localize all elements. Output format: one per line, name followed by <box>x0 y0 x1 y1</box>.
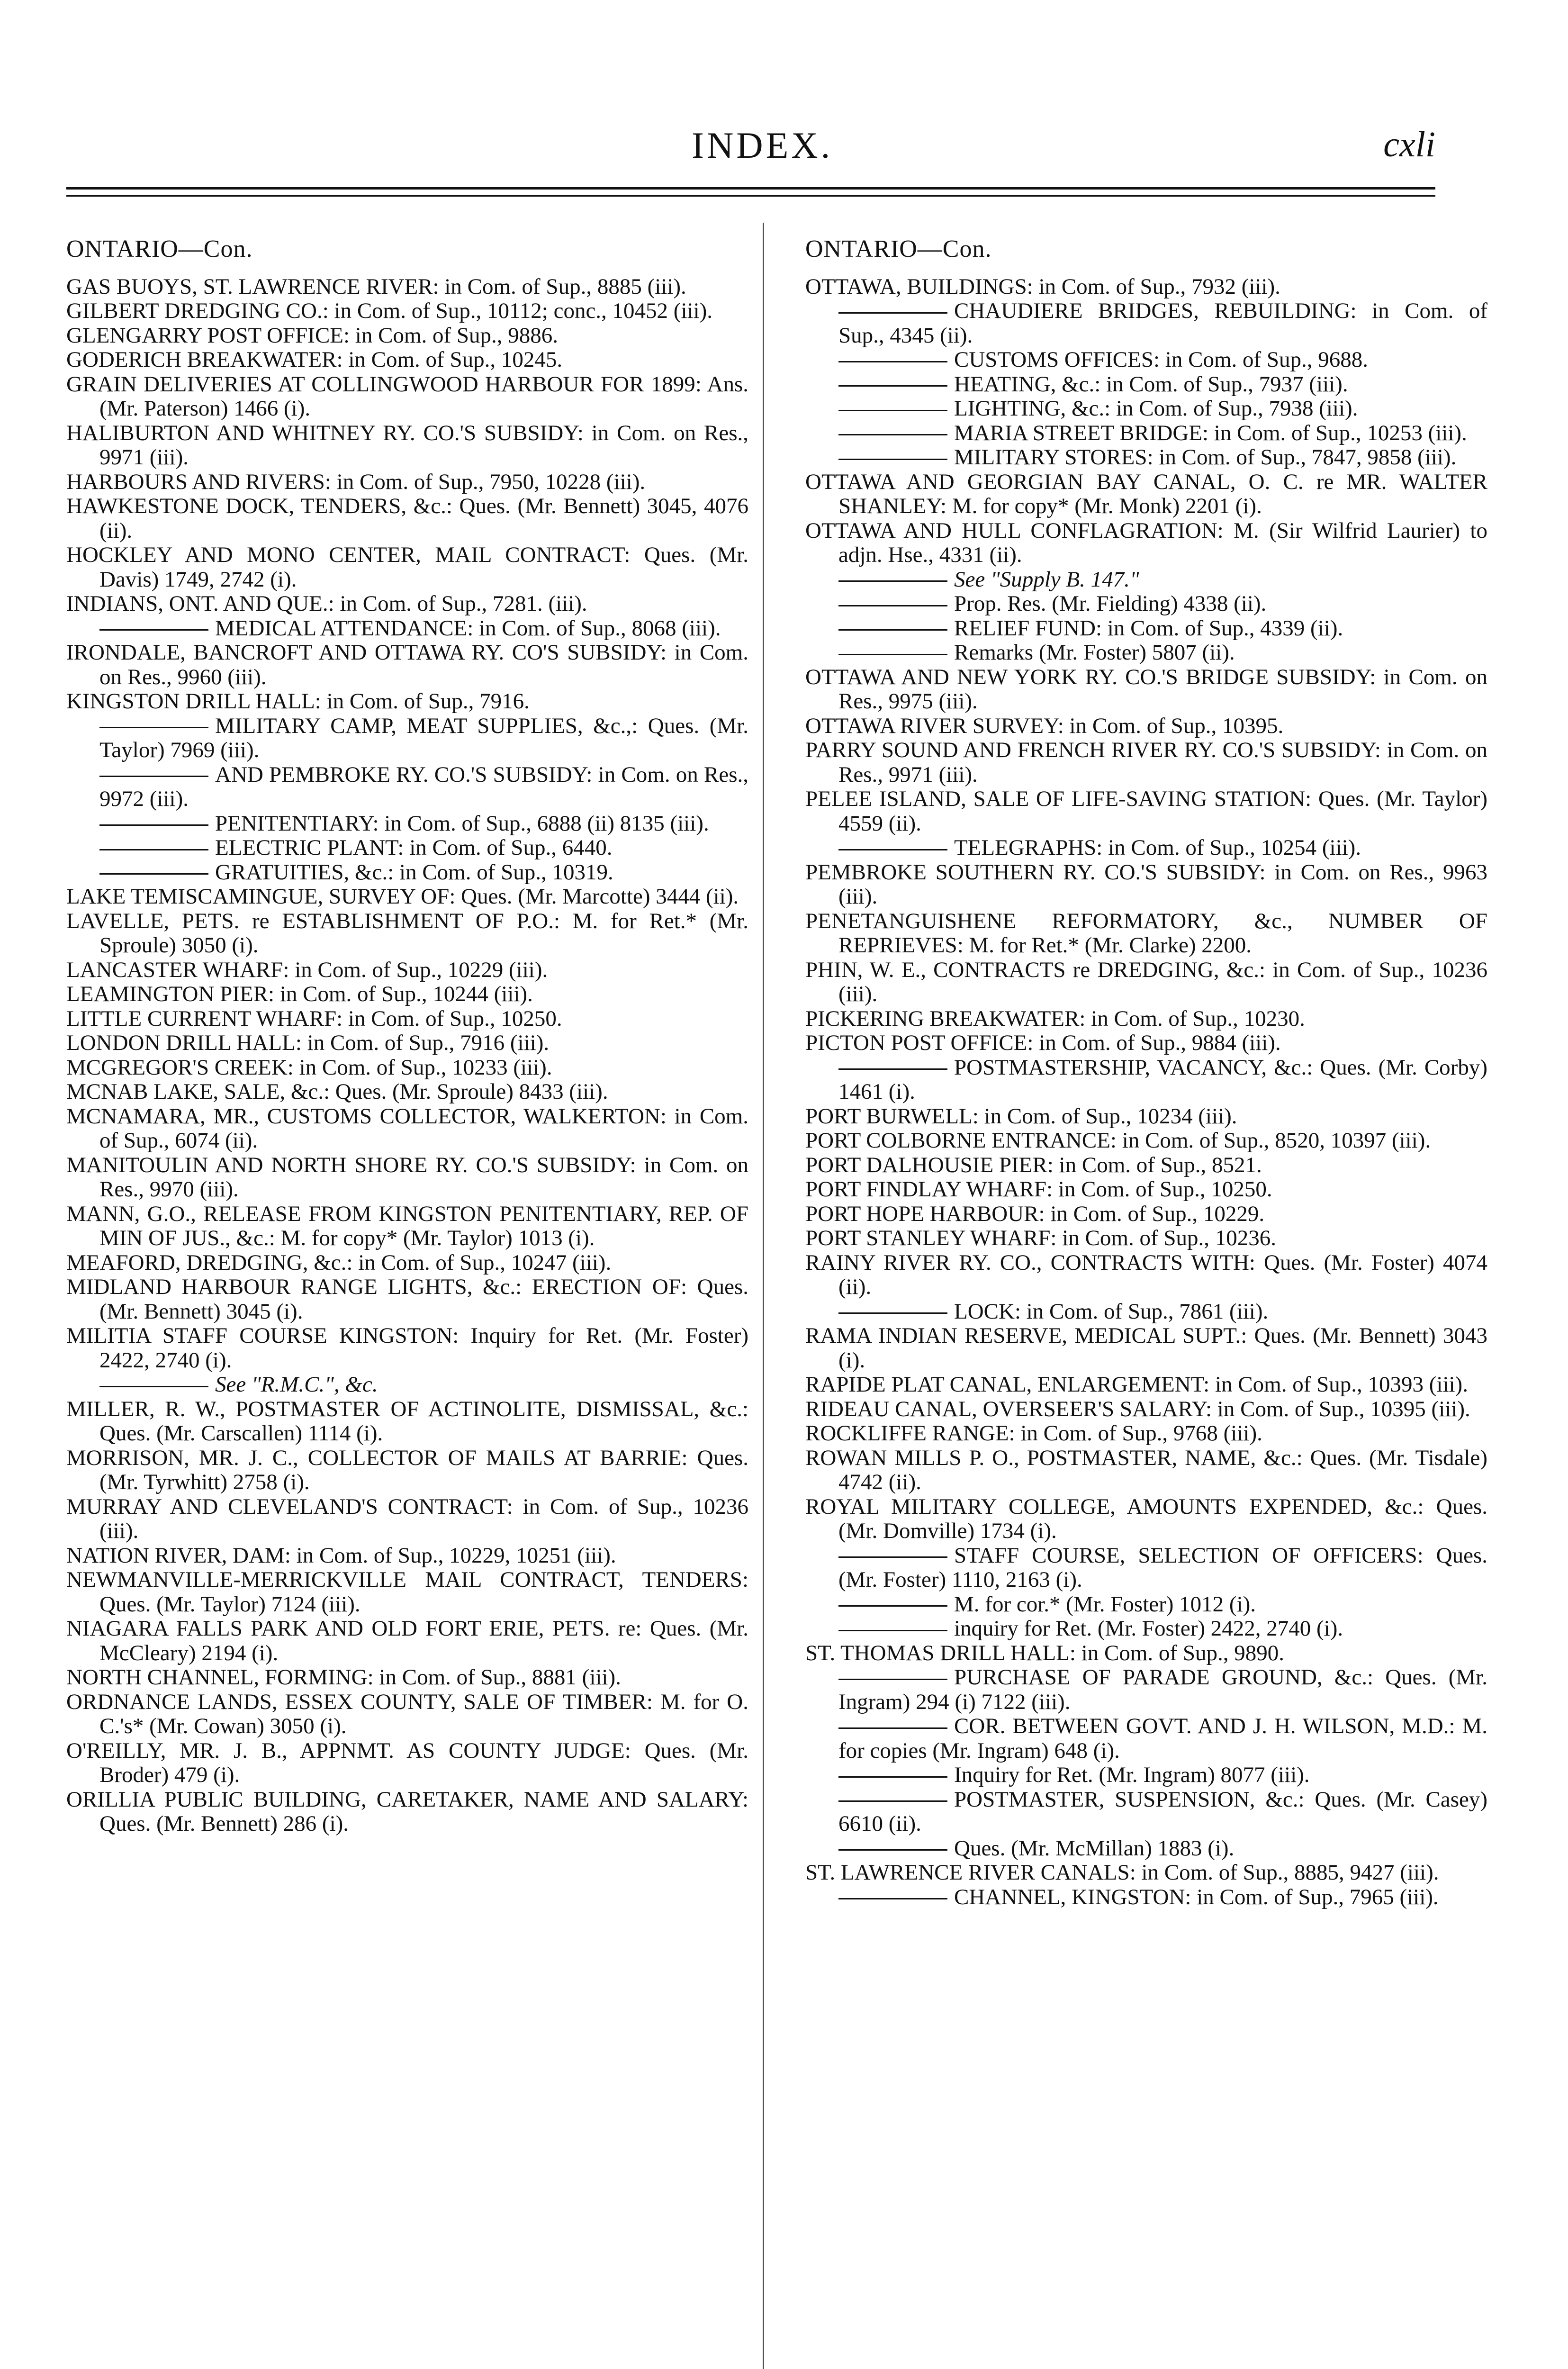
index-subentry: See "R.M.C.", &c. <box>66 1373 748 1397</box>
index-entry: GLENGARRY POST OFFICE: in Com. of Sup., 9886. <box>66 323 559 348</box>
index-entry: ORDNANCE LANDS, ESSEX COUNTY, SALE OF TIMBER: M. for O. C.'s* (Mr. Cowan) 3050 (i). <box>66 1689 748 1738</box>
index-entry: PELEE ISLAND, SALE OF LIFE-SAVING STATION: Ques. (Mr. Taylor) 4559 (ii). <box>805 787 1487 836</box>
index-entry: PORT STANLEY WHARF: in Com. of Sup., 10236. <box>805 1226 1276 1250</box>
index-subentry: RELIEF FUND: in Com. of Sup., 4339 (ii). <box>805 616 1487 641</box>
index-entry: LITTLE CURRENT WHARF: in Com. of Sup., 10250. <box>66 1006 562 1031</box>
ditto-dash <box>838 361 947 362</box>
index-subentry: M. for cor.* (Mr. Foster) 1012 (i). <box>805 1592 1487 1617</box>
ditto-dash <box>838 1630 947 1631</box>
header-rule-thin <box>66 195 1435 197</box>
index-entry: GRAIN DELIVERIES AT COLLINGWOOD HARBOUR FOR 1899: Ans. (Mr. Paterson) 1466 (i). <box>66 371 748 421</box>
index-subentry: MILITARY CAMP, MEAT SUPPLIES, &c.,: Ques. (Mr. Taylor) 7969 (iii). <box>99 713 748 762</box>
ditto-dash <box>838 1312 947 1314</box>
index-entry: PICTON POST OFFICE: in Com. of Sup., 9884 (iii). <box>805 1031 1281 1055</box>
index-entry: PHIN, W. E., CONTRACTS re DREDGING, &c.: in Com. of Sup., 10236 (iii). <box>805 957 1487 1006</box>
index-entry: PENETANGUISHENE REFORMATORY, &c., NUMBER OF REPRIEVES: M. for Ret.* (Mr. Clarke) 2200. <box>805 908 1487 958</box>
ditto-dash <box>838 654 947 655</box>
index-entry: O'REILLY, MR. J. B., APPNMT. AS COUNTY JUDGE: Ques. (Mr. Broder) 479 (i). <box>66 1738 748 1787</box>
index-subentry: PENITENTIARY: in Com. of Sup., 6888 (ii) 8135 (iii). <box>66 812 748 836</box>
ditto-dash <box>838 849 947 850</box>
index-entry: OTTAWA, BUILDINGS: in Com. of Sup., 7932 (iii). <box>805 274 1280 299</box>
index-entry: GILBERT DREDGING CO.: in Com. of Sup., 10112; conc., 10452 (iii). <box>66 298 713 323</box>
index-entry: MILITIA STAFF COURSE KINGSTON: Inquiry for Ret. (Mr. Foster) 2422, 2740 (i). <box>66 1323 748 1373</box>
ditto-dash <box>838 459 947 460</box>
index-entry: GAS BUOYS, ST. LAWRENCE RIVER: in Com. of Sup., 8885 (iii). <box>66 274 686 299</box>
index-entry: LEAMINGTON PIER: in Com. of Sup., 10244 (iii). <box>66 982 533 1006</box>
running-title: INDEX. <box>692 125 833 166</box>
ditto-dash <box>99 1386 208 1387</box>
index-subentry: PURCHASE OF PARADE GROUND, &c.: Ques. (Mr. Ingram) 294 (i) 7122 (iii). <box>838 1665 1487 1714</box>
index-subentry: Ques. (Mr. McMillan) 1883 (i). <box>805 1836 1487 1861</box>
page-header <box>66 124 1435 181</box>
ditto-dash <box>838 1800 947 1802</box>
ditto-dash <box>838 410 947 411</box>
index-entry: HAWKESTONE DOCK, TENDERS, &c.: Ques. (Mr. Bennett) 3045, 4076 (ii). <box>66 494 748 543</box>
index-entry: PORT HOPE HARBOUR: in Com. of Sup., 10229. <box>805 1201 1265 1226</box>
index-subentry: HEATING, &c.: in Com. of Sup., 7937 (iii). <box>805 372 1487 397</box>
index-subentry: STAFF COURSE, SELECTION OF OFFICERS: Ques. (Mr. Foster) 1110, 2163 (i). <box>838 1543 1487 1592</box>
ditto-dash <box>99 849 208 850</box>
index-entry: IRONDALE, BANCROFT AND OTTAWA RY. CO'S SUBSIDY: in Com. on Res., 9960 (iii). <box>66 640 748 689</box>
index-entry: ORILLIA PUBLIC BUILDING, CARETAKER, NAME AND SALARY: Ques. (Mr. Bennett) 286 (i). <box>66 1787 748 1836</box>
ditto-dash <box>99 824 208 826</box>
ditto-dash <box>838 385 947 387</box>
index-entry: HARBOURS AND RIVERS: in Com. of Sup., 7950, 10228 (iii). <box>66 469 646 494</box>
ditto-dash <box>838 312 947 314</box>
index-entry: NIAGARA FALLS PARK AND OLD FORT ERIE, PETS. re: Ques. (Mr. McCleary) 2194 (i). <box>66 1616 748 1665</box>
index-entry: PICKERING BREAKWATER: in Com. of Sup., 10230. <box>805 1006 1305 1031</box>
index-entry: LAKE TEMISCAMINGUE, SURVEY OF: Ques. (Mr. Marcotte) 3444 (ii). <box>66 884 739 909</box>
index-entry: KINGSTON DRILL HALL: in Com. of Sup., 7916. <box>66 689 530 714</box>
ditto-dash <box>838 580 947 582</box>
index-entry: MILLER, R. W., POSTMASTER OF ACTINOLITE, DISMISSAL, &c.: Ques. (Mr. Carscallen) 1114 (i). <box>66 1396 748 1446</box>
index-subentry: LOCK: in Com. of Sup., 7861 (iii). <box>805 1300 1487 1324</box>
ditto-dash <box>838 434 947 435</box>
index-entry: NEWMANVILLE-MERRICKVILLE MAIL CONTRACT, TENDERS: Ques. (Mr. Taylor) 7124 (iii). <box>66 1567 748 1617</box>
index-entry: PORT FINDLAY WHARF: in Com. of Sup., 10250. <box>805 1177 1272 1202</box>
index-entry: HOCKLEY AND MONO CENTER, MAIL CONTRACT: Ques. (Mr. Davis) 1749, 2742 (i). <box>66 543 748 592</box>
index-subentry: GRATUITIES, &c.: in Com. of Sup., 10319. <box>66 860 748 885</box>
index-entry: MANN, G.O., RELEASE FROM KINGSTON PENITENTIARY, REP. OF MIN OF JUS., &c.: M. for copy* (Mr. Taylor) 1013 (i). <box>66 1201 748 1250</box>
index-subentry: MILITARY STORES: in Com. of Sup., 7847, 9858 (iii). <box>805 445 1487 470</box>
index-entry: ROWAN MILLS P. O., POSTMASTER, NAME, &c.: Ques. (Mr. Tisdale) 4742 (ii). <box>805 1445 1487 1494</box>
index-entry: MEAFORD, DREDGING, &c.: in Com. of Sup., 10247 (iii). <box>66 1250 612 1275</box>
index-entry: ST. THOMAS DRILL HALL: in Com. of Sup., 9890. <box>805 1640 1284 1665</box>
ditto-dash <box>838 1605 947 1607</box>
index-subentry: Inquiry for Ret. (Mr. Ingram) 8077 (iii). <box>805 1763 1487 1788</box>
column-heading: ONTARIO—Con. <box>66 235 253 262</box>
ditto-dash <box>99 776 208 777</box>
index-entry: GODERICH BREAKWATER: in Com. of Sup., 10245. <box>66 347 563 372</box>
index-entry: INDIANS, ONT. AND QUE.: in Com. of Sup., 7281. (iii). <box>66 591 587 616</box>
index-entry: RAMA INDIAN RESERVE, MEDICAL SUPT.: Ques. (Mr. Bennett) 3043 (i). <box>805 1323 1487 1373</box>
left-column <box>66 237 748 1836</box>
ditto-dash <box>838 1068 947 1070</box>
index-subentry: LIGHTING, &c.: in Com. of Sup., 7938 (iii). <box>805 397 1487 421</box>
index-subentry: Prop. Res. (Mr. Fielding) 4338 (ii). <box>805 592 1487 616</box>
index-subentry: ELECTRIC PLANT: in Com. of Sup., 6440. <box>66 836 748 860</box>
index-entry: RIDEAU CANAL, OVERSEER'S SALARY: in Com. of Sup., 10395 (iii). <box>805 1396 1470 1421</box>
index-subentry: TELEGRAPHS: in Com. of Sup., 10254 (iii). <box>805 836 1487 860</box>
index-entry: ROCKLIFFE RANGE: in Com. of Sup., 9768 (iii). <box>805 1421 1262 1446</box>
index-entry: RAINY RIVER RY. CO., CONTRACTS WITH: Ques. (Mr. Foster) 4074 (ii). <box>805 1250 1487 1299</box>
index-entry: OTTAWA AND GEORGIAN BAY CANAL, O. C. re MR. WALTER SHANLEY: M. for copy* (Mr. Monk) 2201 (i). <box>805 469 1487 518</box>
index-entry: PORT DALHOUSIE PIER: in Com. of Sup., 8521. <box>805 1152 1262 1177</box>
index-subentry: See "Supply B. 147." <box>805 568 1487 592</box>
ditto-dash <box>838 605 947 606</box>
column-heading: ONTARIO—Con. <box>805 235 992 262</box>
index-subentry: Remarks (Mr. Foster) 5807 (ii). <box>805 641 1487 665</box>
index-entry: ST. LAWRENCE RIVER CANALS: in Com. of Sup., 8885, 9427 (iii). <box>805 1860 1439 1885</box>
ditto-dash <box>838 1898 947 1899</box>
index-entry: PARRY SOUND AND FRENCH RIVER RY. CO.'S SUBSIDY: in Com. on Res., 9971 (iii). <box>805 738 1487 787</box>
index-entry: LANCASTER WHARF: in Com. of Sup., 10229 (iii). <box>66 957 548 982</box>
index-subentry: CHANNEL, KINGSTON: in Com. of Sup., 7965 (iii). <box>805 1885 1487 1910</box>
index-subentry: CHAUDIERE BRIDGES, REBUILDING: in Com. of Sup., 4345 (ii). <box>838 298 1487 348</box>
ditto-dash <box>99 629 208 631</box>
ditto-dash <box>838 1679 947 1680</box>
index-entry: NATION RIVER, DAM: in Com. of Sup., 10229, 10251 (iii). <box>66 1543 616 1568</box>
index-entry: MIDLAND HARBOUR RANGE LIGHTS, &c.: ERECTION OF: Ques. (Mr. Bennett) 3045 (i). <box>66 1275 748 1324</box>
ditto-dash <box>99 727 208 728</box>
right-column <box>805 237 1487 1909</box>
index-entry: HALIBURTON AND WHITNEY RY. CO.'S SUBSIDY: in Com. on Res., 9971 (iii). <box>66 420 748 470</box>
index-entry: RAPIDE PLAT CANAL, ENLARGEMENT: in Com. of Sup., 10393 (iii). <box>805 1372 1468 1397</box>
index-subentry: AND PEMBROKE RY. CO.'S SUBSIDY: in Com. on Res., 9972 (iii). <box>99 762 748 811</box>
index-entry: MCGREGOR'S CREEK: in Com. of Sup., 10233 (iii). <box>66 1055 552 1080</box>
index-entry: MCNAB LAKE, SALE, &c.: Ques. (Mr. Sproule) 8433 (iii). <box>66 1079 608 1104</box>
index-entry: NORTH CHANNEL, FORMING: in Com. of Sup., 8881 (iii). <box>66 1665 621 1690</box>
index-subentry: POSTMASTER, SUSPENSION, &c.: Ques. (Mr. Casey) 6610 (ii). <box>838 1787 1487 1836</box>
index-entry: MANITOULIN AND NORTH SHORE RY. CO.'S SUBSIDY: in Com. on Res., 9970 (iii). <box>66 1152 748 1202</box>
index-entry: PORT BURWELL: in Com. of Sup., 10234 (iii). <box>805 1103 1237 1129</box>
index-entry: MORRISON, MR. J. C., COLLECTOR OF MAILS AT BARRIE: Ques. (Mr. Tyrwhitt) 2758 (i). <box>66 1445 748 1494</box>
index-subentry: inquiry for Ret. (Mr. Foster) 2422, 2740 (i). <box>805 1617 1487 1641</box>
index-entry: LAVELLE, PETS. re ESTABLISHMENT OF P.O.: M. for Ret.* (Mr. Sproule) 3050 (i). <box>66 908 748 958</box>
column-separator <box>763 223 764 2369</box>
index-subentry: COR. BETWEEN GOVT. AND J. H. WILSON, M.D.: M. for copies (Mr. Ingram) 648 (i). <box>838 1714 1487 1763</box>
index-entry: OTTAWA AND HULL CONFLAGRATION: M. (Sir Wilfrid Laurier) to adjn. Hse., 4331 (ii). <box>805 518 1487 567</box>
ditto-dash <box>838 1849 947 1851</box>
header-rule <box>66 187 1435 190</box>
ditto-dash <box>838 1776 947 1778</box>
index-entry: MURRAY AND CLEVELAND'S CONTRACT: in Com. of Sup., 10236 (iii). <box>66 1494 748 1543</box>
index-entry: PORT COLBORNE ENTRANCE: in Com. of Sup., 8520, 10397 (iii). <box>805 1128 1431 1153</box>
index-entry: OTTAWA AND NEW YORK RY. CO.'S BRIDGE SUBSIDY: in Com. on Res., 9975 (iii). <box>805 664 1487 714</box>
index-subentry: MARIA STREET BRIDGE: in Com. of Sup., 10253 (iii). <box>805 421 1487 446</box>
ditto-dash <box>838 629 947 631</box>
index-entry: OTTAWA RIVER SURVEY: in Com. of Sup., 10395. <box>805 713 1284 738</box>
index-entry: LONDON DRILL HALL: in Com. of Sup., 7916 (iii). <box>66 1031 550 1055</box>
index-subentry: CUSTOMS OFFICES: in Com. of Sup., 9688. <box>805 348 1487 372</box>
index-entry: MCNAMARA, MR., CUSTOMS COLLECTOR, WALKERTON: in Com. of Sup., 6074 (ii). <box>66 1103 748 1153</box>
index-subentry: POSTMASTERSHIP, VACANCY, &c.: Ques. (Mr. Corby) 1461 (i). <box>838 1055 1487 1104</box>
ditto-dash <box>838 1727 947 1729</box>
index-entry: PEMBROKE SOUTHERN RY. CO.'S SUBSIDY: in Com. on Res., 9963 (iii). <box>805 859 1487 909</box>
index-entry: ROYAL MILITARY COLLEGE, AMOUNTS EXPENDED, &c.: Ques. (Mr. Domville) 1734 (i). <box>805 1494 1487 1543</box>
index-subentry: MEDICAL ATTENDANCE: in Com. of Sup., 8068 (iii). <box>66 616 748 641</box>
ditto-dash <box>838 1556 947 1558</box>
ditto-dash <box>99 873 208 875</box>
page-number: cxli <box>1383 125 1435 164</box>
